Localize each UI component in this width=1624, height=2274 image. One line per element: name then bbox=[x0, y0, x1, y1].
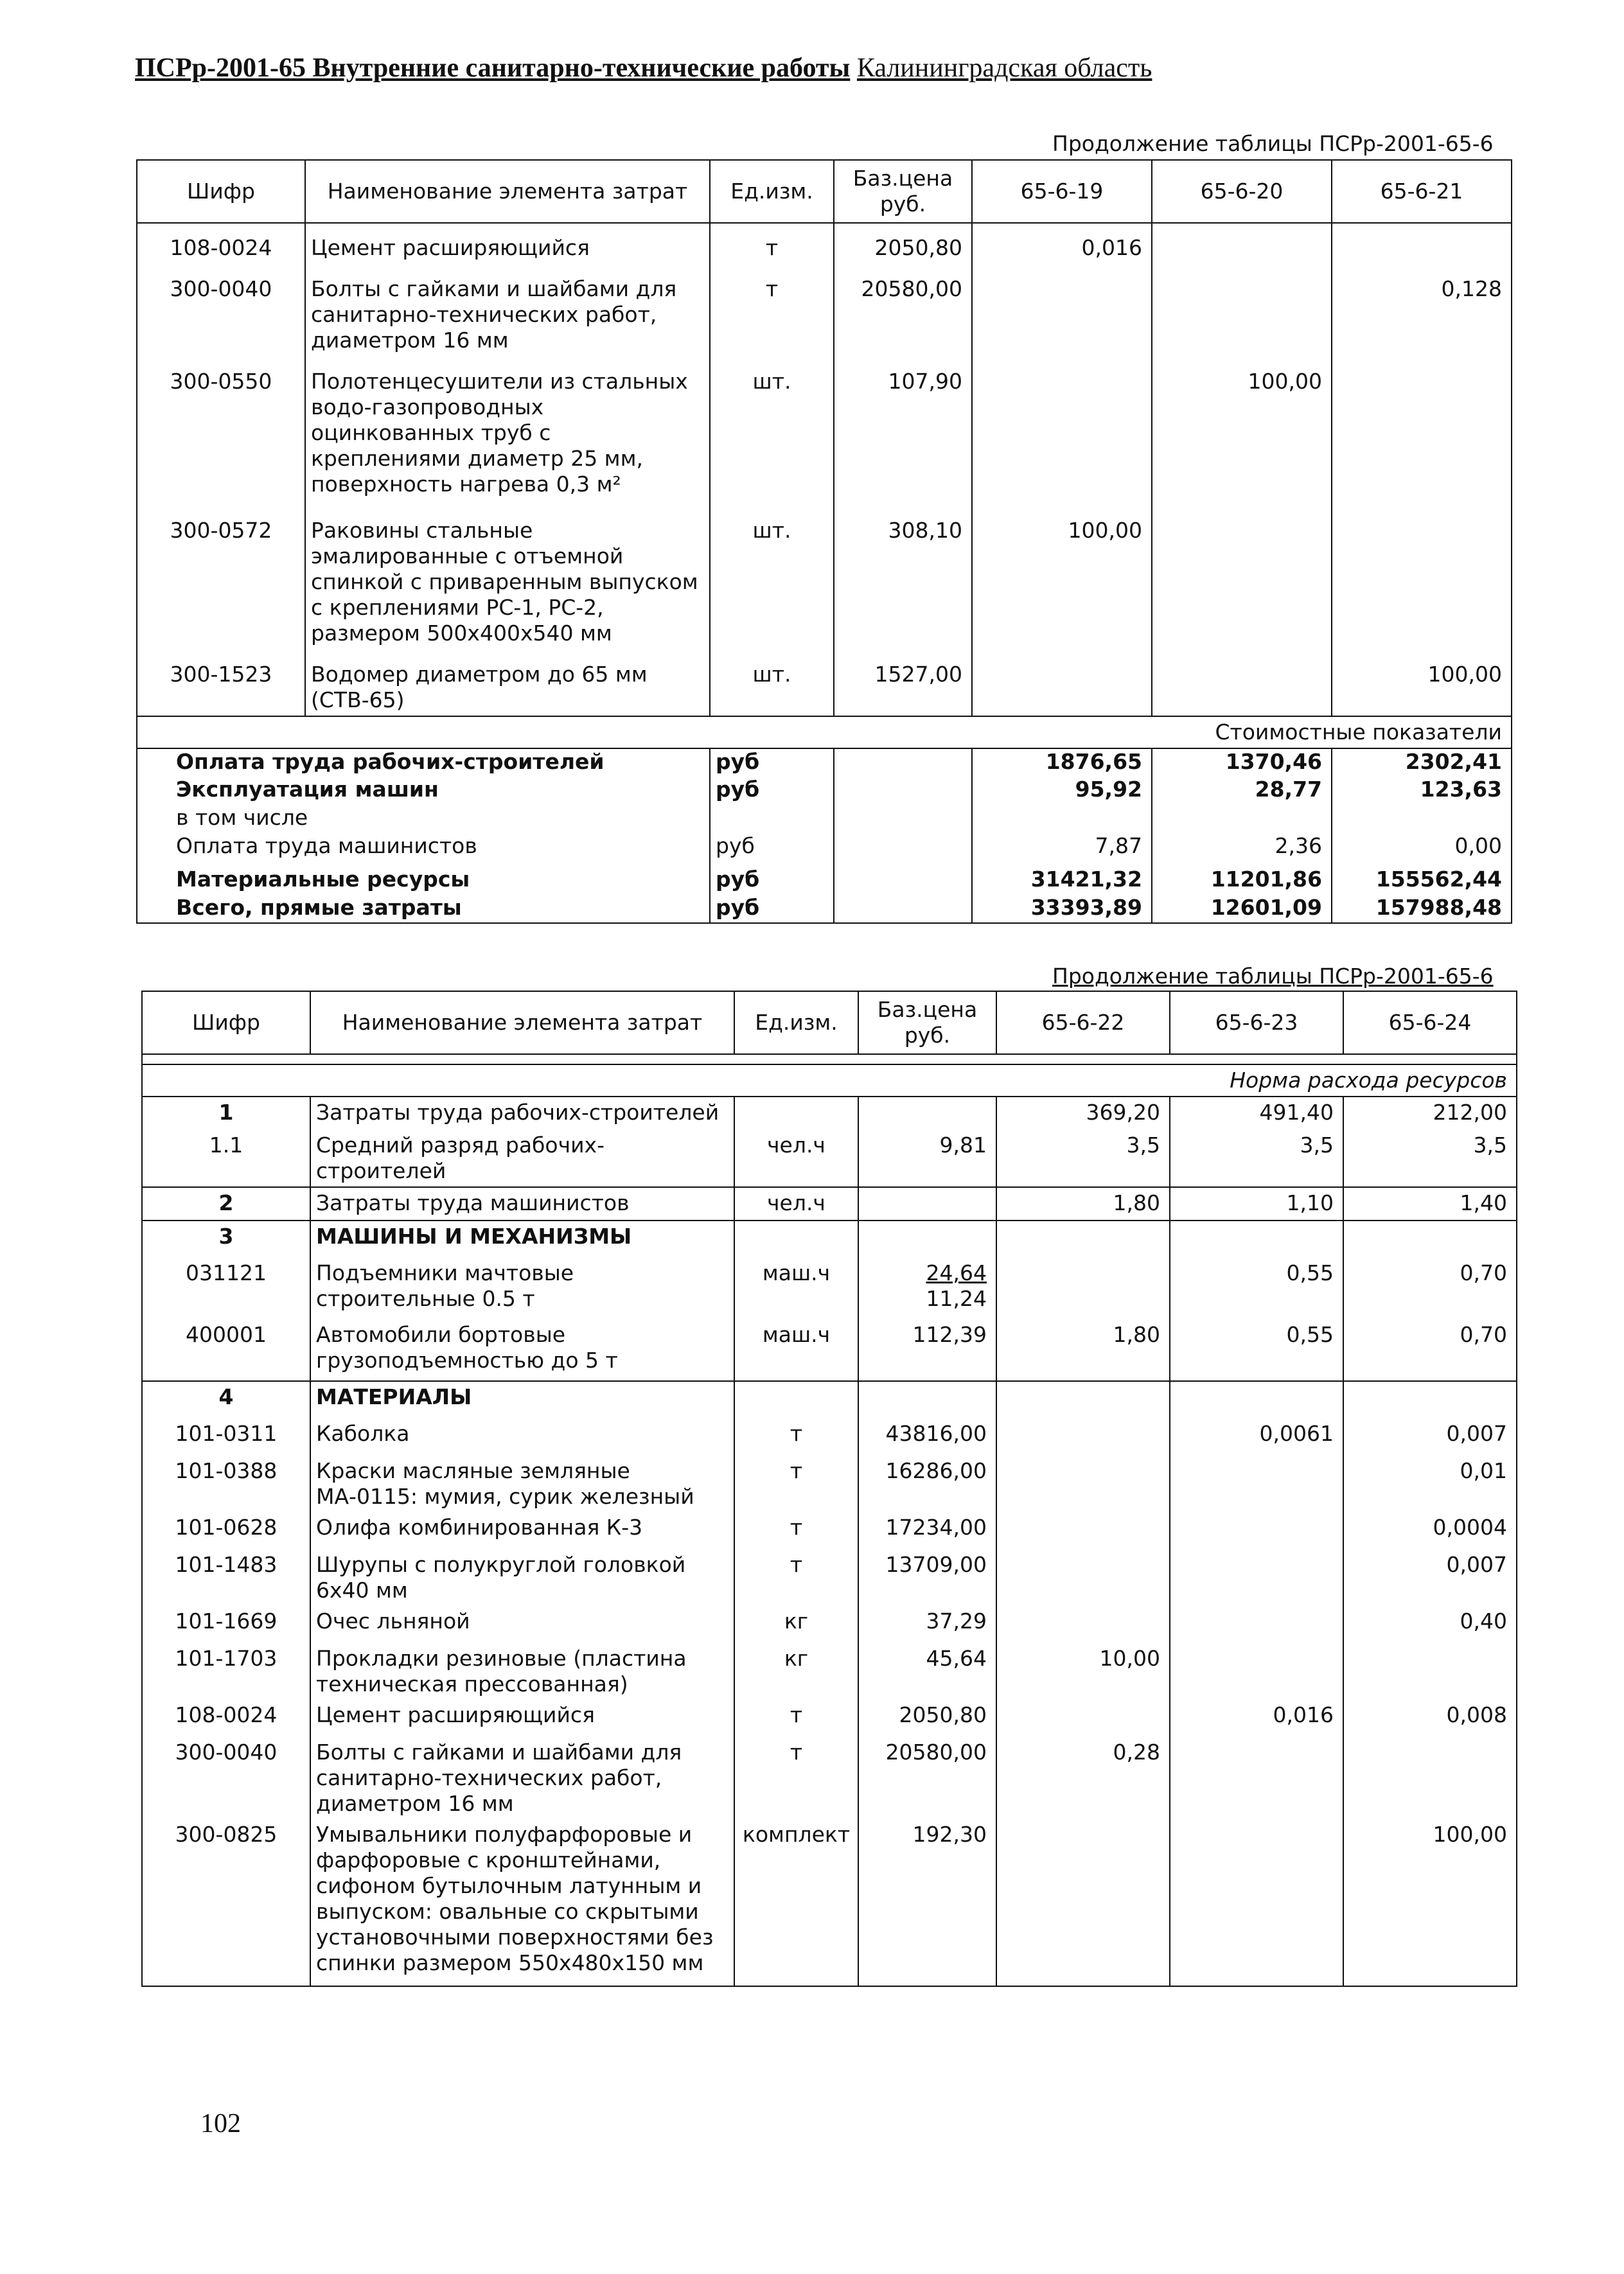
row-code: 108-0024 bbox=[137, 233, 305, 274]
cost-unit: руб bbox=[710, 867, 834, 895]
table2-caption bbox=[1052, 964, 1494, 989]
row-value-65-6-19: 0,016 bbox=[972, 233, 1152, 274]
row-unit: шт. bbox=[710, 659, 834, 716]
cost-value: 28,77 bbox=[1152, 777, 1332, 805]
row-price-value: 2050,80 bbox=[899, 1702, 987, 1727]
row-unit: маш.ч bbox=[734, 1319, 858, 1381]
row-price bbox=[858, 1700, 996, 1737]
row-value-65-6-23 bbox=[1170, 1456, 1343, 1512]
row-code: 2 bbox=[142, 1187, 310, 1221]
row-price bbox=[858, 1819, 996, 1986]
cost-value: 33393,89 bbox=[972, 895, 1152, 923]
row-value-65-6-23 bbox=[1170, 1737, 1343, 1819]
cost-label: Оплата труда рабочих-строителей bbox=[137, 748, 710, 777]
row-value-65-6-24 bbox=[1343, 1737, 1517, 1819]
cost-row bbox=[137, 895, 1512, 923]
row-value-65-6-20 bbox=[1152, 274, 1332, 366]
table-row bbox=[142, 1319, 1517, 1381]
row-code: 1 bbox=[142, 1097, 310, 1130]
row-unit: шт. bbox=[710, 366, 834, 515]
row-price-value: 16286,00 bbox=[885, 1458, 987, 1483]
cost-price bbox=[834, 777, 972, 805]
cost-price bbox=[834, 748, 972, 777]
row-value-65-6-21 bbox=[1332, 366, 1512, 515]
row-value-65-6-22 bbox=[996, 1819, 1170, 1986]
row-price bbox=[858, 1643, 996, 1700]
col-header-name: Наименование элемента затрат bbox=[310, 991, 734, 1054]
row-code: 101-1483 bbox=[142, 1549, 310, 1606]
row-value-65-6-22: 369,20 bbox=[996, 1097, 1170, 1130]
cost-value: 155562,44 bbox=[1332, 867, 1512, 895]
row-price-value: 112,39 bbox=[912, 1322, 987, 1347]
cost-value: 1876,65 bbox=[972, 748, 1152, 777]
row-unit: чел.ч bbox=[734, 1130, 858, 1187]
row-name: Краски масляные земляные МА-0115: мумия, сурик железный bbox=[310, 1456, 734, 1512]
row-unit: кг bbox=[734, 1643, 858, 1700]
row-value-65-6-23 bbox=[1170, 1221, 1343, 1258]
row-value-65-6-20: 100,00 bbox=[1152, 366, 1332, 515]
table-row bbox=[142, 1512, 1517, 1549]
row-value-65-6-24 bbox=[1343, 1221, 1517, 1258]
row-value-65-6-23: 0,016 bbox=[1170, 1700, 1343, 1737]
cost-row bbox=[137, 833, 1512, 867]
table-row bbox=[142, 1097, 1517, 1130]
cost-value: 12601,09 bbox=[1152, 895, 1332, 923]
row-name: Автомобили бортовые грузоподъемностью до 5 т bbox=[310, 1319, 734, 1381]
table-row bbox=[142, 1258, 1517, 1319]
cost-value: 95,92 bbox=[972, 777, 1152, 805]
row-name: Очес льняной bbox=[310, 1606, 734, 1643]
row-value-65-6-23 bbox=[1170, 1606, 1343, 1643]
page-number: 102 bbox=[200, 2109, 241, 2138]
table-row bbox=[142, 1418, 1517, 1456]
col-header-65-6-21: 65-6-21 bbox=[1332, 160, 1512, 223]
row-code: 300-0550 bbox=[137, 366, 305, 515]
row-price-value-2: 11,24 bbox=[926, 1286, 987, 1311]
spacer-cell bbox=[1152, 223, 1332, 233]
row-unit bbox=[734, 1221, 858, 1258]
table-row bbox=[142, 1549, 1517, 1606]
row-price-value: 13709,00 bbox=[885, 1552, 987, 1577]
row-code: 101-1703 bbox=[142, 1643, 310, 1700]
spacer-cell bbox=[142, 1054, 1517, 1064]
row-unit: чел.ч bbox=[734, 1187, 858, 1221]
cost-value bbox=[1332, 805, 1512, 833]
row-value-65-6-24: 0,007 bbox=[1343, 1418, 1517, 1456]
row-price-value: 192,30 bbox=[912, 1822, 987, 1847]
cost-value bbox=[1152, 805, 1332, 833]
row-name: Подъемники мачтовые строительные 0.5 т bbox=[310, 1258, 734, 1319]
cost-unit: руб bbox=[710, 833, 834, 867]
cost-value: 7,87 bbox=[972, 833, 1152, 867]
row-code: 101-0628 bbox=[142, 1512, 310, 1549]
row-code: 108-0024 bbox=[142, 1700, 310, 1737]
row-price-value: 9,81 bbox=[939, 1133, 987, 1158]
cost-heading: Стоимостные показатели bbox=[137, 716, 1512, 748]
cost-label: в том числе bbox=[137, 805, 710, 833]
table-row bbox=[137, 515, 1512, 659]
row-value-65-6-24: 0,01 bbox=[1343, 1456, 1517, 1512]
row-code: 3 bbox=[142, 1221, 310, 1258]
cost-value: 0,00 bbox=[1332, 833, 1512, 867]
row-value-65-6-24: 100,00 bbox=[1343, 1819, 1517, 1986]
row-value-65-6-24: 0,70 bbox=[1343, 1319, 1517, 1381]
row-name: Прокладки резиновые (пластина техническая прессованная) bbox=[310, 1643, 734, 1700]
resources-table-2 bbox=[141, 991, 1517, 1987]
row-code: 300-0040 bbox=[137, 274, 305, 366]
row-value-65-6-22 bbox=[996, 1258, 1170, 1319]
row-name: Цемент расширяющийся bbox=[310, 1700, 734, 1737]
row-value-65-6-21 bbox=[1332, 515, 1512, 659]
row-price bbox=[858, 1187, 996, 1221]
row-value-65-6-21: 0,128 bbox=[1332, 274, 1512, 366]
col-header-unit: Ед.изм. bbox=[734, 991, 858, 1054]
table2-header-row bbox=[142, 991, 1517, 1054]
cost-value: 2302,41 bbox=[1332, 748, 1512, 777]
row-value-65-6-22: 10,00 bbox=[996, 1643, 1170, 1700]
row-unit: т bbox=[710, 274, 834, 366]
row-unit: т bbox=[734, 1512, 858, 1549]
row-price bbox=[858, 1221, 996, 1258]
row-price-value: 45,64 bbox=[926, 1646, 987, 1671]
col-header-65-6-20: 65-6-20 bbox=[1152, 160, 1332, 223]
col-header-code: Шифр bbox=[137, 160, 305, 223]
cost-row bbox=[137, 777, 1512, 805]
row-name: Полотенцесушители из стальных водо-газопроводных оцинкованных труб с креплениями диаметр 25 мм, поверхность нагрева 0,3 м² bbox=[305, 366, 710, 515]
row-value-65-6-23 bbox=[1170, 1512, 1343, 1549]
cost-price bbox=[834, 867, 972, 895]
table-row bbox=[142, 1381, 1517, 1418]
spacer-cell bbox=[834, 223, 972, 233]
row-name: Водомер диаметром до 65 мм (СТВ-65) bbox=[305, 659, 710, 716]
row-value-65-6-22 bbox=[996, 1381, 1170, 1418]
document-code-title: ПСРр-2001-65 Внутренние санитарно-технические работы bbox=[135, 53, 851, 83]
table-row bbox=[142, 1737, 1517, 1819]
spacer-cell bbox=[1332, 223, 1512, 233]
row-value-65-6-19 bbox=[972, 659, 1152, 716]
row-unit: кг bbox=[734, 1606, 858, 1643]
row-name: Каболка bbox=[310, 1418, 734, 1456]
row-name: Затраты труда машинистов bbox=[310, 1187, 734, 1221]
cost-label: Материальные ресурсы bbox=[137, 867, 710, 895]
row-price: 20580,00 bbox=[834, 274, 972, 366]
table2-caption-text: Продолжение таблицы ПСРр-2001-65-6 bbox=[1052, 964, 1494, 989]
row-value-65-6-21 bbox=[1332, 233, 1512, 274]
row-value-65-6-20 bbox=[1152, 515, 1332, 659]
row-price bbox=[858, 1381, 996, 1418]
row-value-65-6-24: 0,007 bbox=[1343, 1549, 1517, 1606]
table-row bbox=[137, 233, 1512, 274]
row-value-65-6-20 bbox=[1152, 233, 1332, 274]
row-value-65-6-24 bbox=[1343, 1643, 1517, 1700]
row-unit: т bbox=[734, 1737, 858, 1819]
resources-table-1 bbox=[136, 159, 1512, 924]
row-value-65-6-24: 212,00 bbox=[1343, 1097, 1517, 1130]
row-unit: шт. bbox=[710, 515, 834, 659]
row-code: 300-0572 bbox=[137, 515, 305, 659]
row-price: 1527,00 bbox=[834, 659, 972, 716]
row-price bbox=[858, 1549, 996, 1606]
cost-row bbox=[137, 867, 1512, 895]
row-code: 1.1 bbox=[142, 1130, 310, 1187]
row-value-65-6-20 bbox=[1152, 659, 1332, 716]
norm-heading-row bbox=[142, 1064, 1517, 1097]
row-name: МАТЕРИАЛЫ bbox=[310, 1381, 734, 1418]
row-value-65-6-23: 0,55 bbox=[1170, 1258, 1343, 1319]
row-value-65-6-24: 3,5 bbox=[1343, 1130, 1517, 1187]
table-row bbox=[142, 1819, 1517, 1986]
cost-value: 123,63 bbox=[1332, 777, 1512, 805]
row-price-value: 43816,00 bbox=[885, 1421, 987, 1446]
row-name: Болты с гайками и шайбами для санитарно-технических работ, диаметром 16 мм bbox=[305, 274, 710, 366]
row-value-65-6-22: 1,80 bbox=[996, 1187, 1170, 1221]
row-price bbox=[858, 1512, 996, 1549]
row-code: 101-1669 bbox=[142, 1606, 310, 1643]
row-name: Раковины стальные эмалированные с отъемной спинкой с приваренным выпуском с креплениями РС-1, РС-2, размером 500x400x540 мм bbox=[305, 515, 710, 659]
row-unit bbox=[734, 1381, 858, 1418]
col-header-65-6-24: 65-6-24 bbox=[1343, 991, 1517, 1054]
row-unit: т bbox=[734, 1418, 858, 1456]
row-value-65-6-24: 0,008 bbox=[1343, 1700, 1517, 1737]
row-value-65-6-19 bbox=[972, 274, 1152, 366]
table-row bbox=[142, 1456, 1517, 1512]
row-value-65-6-23 bbox=[1170, 1381, 1343, 1418]
row-value-65-6-22 bbox=[996, 1221, 1170, 1258]
table-row bbox=[142, 1606, 1517, 1643]
row-value-65-6-22 bbox=[996, 1700, 1170, 1737]
row-code: 300-0825 bbox=[142, 1819, 310, 1986]
cost-price bbox=[834, 895, 972, 923]
table-row bbox=[142, 1221, 1517, 1258]
cost-value: 1370,46 bbox=[1152, 748, 1332, 777]
row-unit: маш.ч bbox=[734, 1258, 858, 1319]
col-header-price: Баз.цена руб. bbox=[834, 160, 972, 223]
row-value-65-6-24: 0,0004 bbox=[1343, 1512, 1517, 1549]
cost-value: 157988,48 bbox=[1332, 895, 1512, 923]
page-header bbox=[135, 53, 1152, 84]
row-value-65-6-22 bbox=[996, 1418, 1170, 1456]
row-value-65-6-23: 1,10 bbox=[1170, 1187, 1343, 1221]
row-value-65-6-24 bbox=[1343, 1381, 1517, 1418]
cost-unit: руб bbox=[710, 895, 834, 923]
cost-unit: руб bbox=[710, 748, 834, 777]
row-unit bbox=[734, 1097, 858, 1130]
row-value-65-6-19: 100,00 bbox=[972, 515, 1152, 659]
cost-label: Эксплуатация машин bbox=[137, 777, 710, 805]
cost-row bbox=[137, 748, 1512, 777]
row-name: Цемент расширяющийся bbox=[305, 233, 710, 274]
row-price-value: 37,29 bbox=[926, 1609, 987, 1634]
row-price bbox=[858, 1606, 996, 1643]
row-name: Умывальники полуфарфоровые и фарфоровые с кронштейнами, сифоном бутылочным латунным и выпуском: овальные со скрытыми установочными поверхностями без спинки размером 550x480x150 мм bbox=[310, 1819, 734, 1986]
row-price bbox=[858, 1130, 996, 1187]
row-value-65-6-23 bbox=[1170, 1819, 1343, 1986]
cost-value: 2,36 bbox=[1152, 833, 1332, 867]
row-unit: т bbox=[734, 1549, 858, 1606]
row-code: 400001 bbox=[142, 1319, 310, 1381]
table-row bbox=[142, 1187, 1517, 1221]
row-value-65-6-21: 100,00 bbox=[1332, 659, 1512, 716]
col-header-code: Шифр bbox=[142, 991, 310, 1054]
table-row bbox=[137, 659, 1512, 716]
spacer-cell bbox=[710, 223, 834, 233]
cost-row bbox=[137, 805, 1512, 833]
row-price: 107,90 bbox=[834, 366, 972, 515]
col-header-name: Наименование элемента затрат bbox=[305, 160, 710, 223]
table1-header-row bbox=[137, 160, 1512, 223]
row-code: 4 bbox=[142, 1381, 310, 1418]
cost-heading-row bbox=[137, 716, 1512, 748]
norm-heading: Норма расхода ресурсов bbox=[142, 1064, 1517, 1097]
col-header-unit: Ед.изм. bbox=[710, 160, 834, 223]
row-price: 2050,80 bbox=[834, 233, 972, 274]
row-code: 300-1523 bbox=[137, 659, 305, 716]
row-price bbox=[858, 1456, 996, 1512]
col-header-65-6-19: 65-6-19 bbox=[972, 160, 1152, 223]
row-value-65-6-23: 0,55 bbox=[1170, 1319, 1343, 1381]
row-value-65-6-22: 3,5 bbox=[996, 1130, 1170, 1187]
row-price: 308,10 bbox=[834, 515, 972, 659]
row-value-65-6-23: 491,40 bbox=[1170, 1097, 1343, 1130]
row-code: 031121 bbox=[142, 1258, 310, 1319]
row-price bbox=[858, 1418, 996, 1456]
table-row bbox=[142, 1130, 1517, 1187]
row-value-65-6-23 bbox=[1170, 1549, 1343, 1606]
cost-label: Всего, прямые затраты bbox=[137, 895, 710, 923]
row-name: Олифа комбинированная К-3 bbox=[310, 1512, 734, 1549]
row-value-65-6-22: 1,80 bbox=[996, 1319, 1170, 1381]
row-value-65-6-22: 0,28 bbox=[996, 1737, 1170, 1819]
table-row bbox=[142, 1643, 1517, 1700]
row-code: 101-0388 bbox=[142, 1456, 310, 1512]
row-price bbox=[858, 1737, 996, 1819]
row-unit: т bbox=[734, 1456, 858, 1512]
table-row bbox=[142, 1700, 1517, 1737]
row-value-65-6-22 bbox=[996, 1549, 1170, 1606]
row-value-65-6-23 bbox=[1170, 1643, 1343, 1700]
spacer-cell bbox=[305, 223, 710, 233]
row-value-65-6-22 bbox=[996, 1456, 1170, 1512]
row-value-65-6-22 bbox=[996, 1606, 1170, 1643]
row-unit: комплект bbox=[734, 1819, 858, 1986]
row-price bbox=[858, 1319, 996, 1381]
row-price bbox=[858, 1097, 996, 1130]
table1-caption: Продолжение таблицы ПСРр-2001-65-6 bbox=[1052, 131, 1494, 156]
col-header-65-6-23: 65-6-23 bbox=[1170, 991, 1343, 1054]
row-unit: т bbox=[710, 233, 834, 274]
row-name: МАШИНЫ И МЕХАНИЗМЫ bbox=[310, 1221, 734, 1258]
row-value-65-6-23: 0,0061 bbox=[1170, 1418, 1343, 1456]
row-price-value: 17234,00 bbox=[885, 1515, 987, 1540]
spacer-cell bbox=[972, 223, 1152, 233]
spacer-cell bbox=[137, 223, 305, 233]
row-value-65-6-19 bbox=[972, 366, 1152, 515]
row-value-65-6-24: 1,40 bbox=[1343, 1187, 1517, 1221]
col-header-price: Баз.цена руб. bbox=[858, 991, 996, 1054]
cost-price bbox=[834, 805, 972, 833]
table-row bbox=[137, 366, 1512, 515]
row-value-65-6-24: 0,40 bbox=[1343, 1606, 1517, 1643]
cost-value: 11201,86 bbox=[1152, 867, 1332, 895]
cost-label: Оплата труда машинистов bbox=[137, 833, 710, 867]
row-price-value: 20580,00 bbox=[885, 1740, 987, 1765]
row-value-65-6-24: 0,70 bbox=[1343, 1258, 1517, 1319]
row-price-value: 24,64 bbox=[926, 1260, 987, 1285]
col-header-65-6-22: 65-6-22 bbox=[996, 991, 1170, 1054]
cost-price bbox=[834, 833, 972, 867]
row-value-65-6-22 bbox=[996, 1512, 1170, 1549]
row-name: Затраты труда рабочих-строителей bbox=[310, 1097, 734, 1130]
cost-value bbox=[972, 805, 1152, 833]
row-name: Болты с гайками и шайбами для санитарно-технических работ, диаметром 16 мм bbox=[310, 1737, 734, 1819]
row-price bbox=[858, 1258, 996, 1319]
region-name: Калининградская область bbox=[856, 53, 1152, 83]
row-unit: т bbox=[734, 1700, 858, 1737]
cost-value: 31421,32 bbox=[972, 867, 1152, 895]
cost-unit: руб bbox=[710, 777, 834, 805]
row-code: 300-0040 bbox=[142, 1737, 310, 1819]
row-code: 101-0311 bbox=[142, 1418, 310, 1456]
row-name: Средний разряд рабочих-строителей bbox=[310, 1130, 734, 1187]
row-value-65-6-23: 3,5 bbox=[1170, 1130, 1343, 1187]
cost-unit bbox=[710, 805, 834, 833]
table-row bbox=[137, 274, 1512, 366]
row-name: Шурупы с полукруглой головкой 6x40 мм bbox=[310, 1549, 734, 1606]
